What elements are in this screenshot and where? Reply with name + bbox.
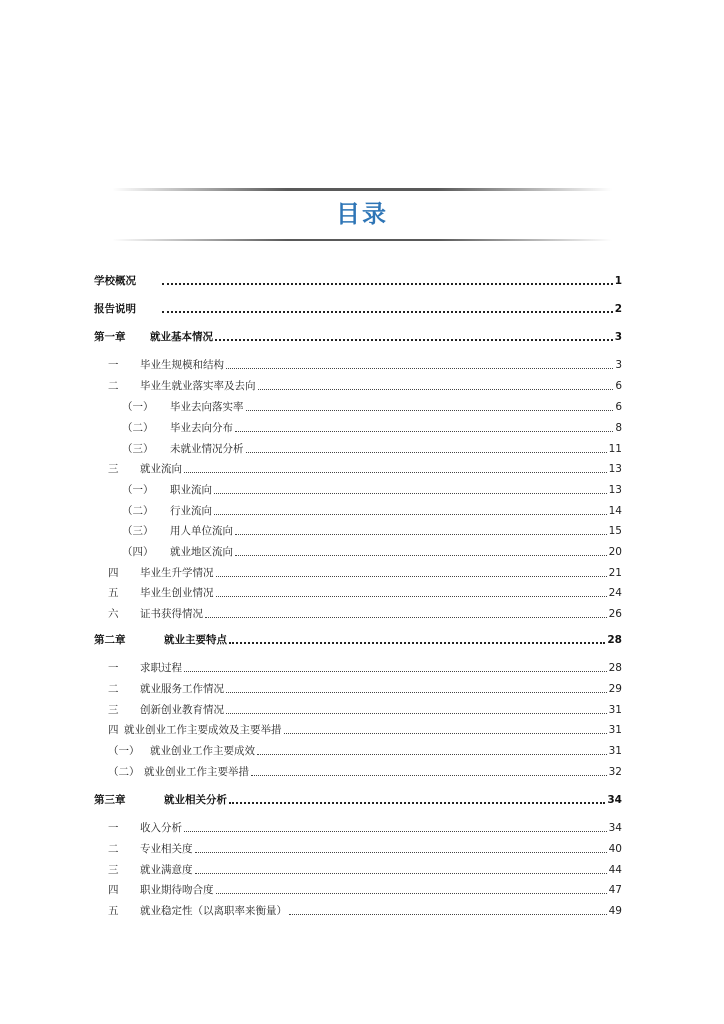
toc-page-number: 24 — [608, 587, 622, 599]
toc-subsection-number: （二） — [122, 422, 154, 434]
toc-section-number: 二 — [108, 843, 119, 855]
toc-section-entry[interactable] — [108, 680, 622, 696]
toc-subsection-entry[interactable] — [122, 543, 622, 559]
toc-page-number: 21 — [608, 567, 622, 579]
toc-subsection-number: （三） — [122, 443, 154, 455]
toc-leader — [235, 555, 607, 556]
toc-section-entry[interactable] — [108, 377, 622, 393]
toc-leader — [229, 642, 605, 644]
toc-entry-label: 证书获得情况 — [140, 608, 203, 620]
toc-section-entry[interactable] — [108, 819, 622, 835]
toc-page-number: 34 — [608, 822, 622, 834]
toc-page-number: 11 — [608, 443, 622, 455]
toc-section-number: 三 — [108, 864, 119, 876]
toc-page-number: 26 — [608, 608, 622, 620]
toc-page-number: 47 — [608, 884, 622, 896]
toc-entry-label: 毕业生就业落实率及去向 — [140, 380, 256, 392]
toc-chapter-entry[interactable] — [94, 328, 622, 344]
toc-subsection-number: （四） — [122, 546, 154, 558]
toc-entry-label: 就业满意度 — [140, 864, 193, 876]
toc-entry-label: 就业流向 — [140, 463, 182, 475]
toc-entry-label: 学校概况 — [94, 275, 136, 287]
toc-page-number: 31 — [608, 724, 622, 736]
toc-leader — [184, 472, 607, 473]
toc-section-number: 一 — [108, 359, 119, 371]
toc-leader — [215, 339, 613, 341]
toc-page-number: 3 — [614, 331, 622, 343]
toc-subsection-number: （一） — [122, 401, 154, 413]
toc-section-number: 六 — [108, 608, 119, 620]
toc-entry-label: 毕业生升学情况 — [140, 567, 214, 579]
toc-leader — [246, 452, 607, 453]
toc-page-number: 31 — [608, 745, 622, 757]
toc-leader — [226, 368, 613, 369]
toc-page-number: 6 — [615, 380, 622, 392]
toc-entry-label: 毕业生规模和结构 — [140, 359, 224, 371]
toc-entry-label: 毕业生创业情况 — [140, 587, 214, 599]
toc-section-number: 二 — [108, 380, 119, 392]
toc-page-number: 2 — [614, 303, 622, 315]
toc-subsection-number: （三） — [122, 525, 154, 537]
toc-section-entry[interactable] — [108, 861, 622, 877]
toc-entry-label: 行业流向 — [170, 505, 212, 517]
toc-section-entry[interactable] — [108, 902, 622, 918]
toc-section-entry[interactable] — [108, 701, 622, 717]
title-top-rule — [112, 188, 612, 191]
toc-leader — [246, 410, 614, 411]
toc-chapter-number: 第三章 — [94, 794, 126, 806]
toc-subsection-entry[interactable] — [122, 502, 622, 518]
toc-entry[interactable] — [94, 272, 622, 288]
toc-leader — [216, 893, 607, 894]
toc-subsection-number: （一） — [108, 745, 140, 757]
toc-page-number: 13 — [608, 484, 622, 496]
toc-page-number: 14 — [608, 505, 622, 517]
toc-section-number: 四 — [108, 884, 119, 896]
toc-section-entry[interactable] — [108, 881, 622, 897]
toc-page-number: 49 — [608, 905, 622, 917]
toc-leader — [195, 852, 607, 853]
toc-entry-label: 创新创业教育情况 — [140, 704, 224, 716]
toc-section-entry[interactable] — [108, 721, 622, 737]
toc-page-number: 3 — [615, 359, 622, 371]
toc-section-entry[interactable] — [108, 840, 622, 856]
toc-leader — [289, 914, 607, 915]
toc-section-number: 一 — [108, 822, 119, 834]
toc-leader — [235, 534, 607, 535]
toc-section-entry[interactable] — [108, 564, 622, 580]
toc-entry-label: 就业创业工作主要成效及主要举措 — [124, 724, 282, 736]
toc-entry-label: 求职过程 — [140, 662, 182, 674]
toc-subsection-number: （二） — [108, 766, 140, 778]
toc-entry-label: 毕业去向分布 — [170, 422, 233, 434]
toc-section-number: 五 — [108, 905, 119, 917]
toc-section-number: 五 — [108, 587, 119, 599]
toc-leader — [162, 311, 613, 313]
toc-leader — [226, 692, 607, 693]
toc-leader — [214, 493, 607, 494]
toc-section-number: 四 — [108, 567, 119, 579]
toc-page-number: 32 — [608, 766, 622, 778]
toc-leader — [229, 802, 605, 804]
toc-page-number: 15 — [608, 525, 622, 537]
toc-leader — [216, 576, 607, 577]
toc-page-number: 8 — [615, 422, 622, 434]
toc-entry-label: 就业地区流向 — [170, 546, 233, 558]
toc-page-number: 20 — [608, 546, 622, 558]
toc-section-number: 三 — [108, 704, 119, 716]
toc-entry-label: 就业稳定性（以离职率来衡量） — [140, 905, 287, 917]
toc-entry-label: 用人单位流向 — [170, 525, 233, 537]
toc-entry-label: 未就业情况分析 — [170, 443, 244, 455]
toc-subsection-number: （一） — [122, 484, 154, 496]
toc-section-number: 一 — [108, 662, 119, 674]
toc-section-entry[interactable] — [108, 356, 622, 372]
toc-subsection-entry[interactable] — [108, 742, 622, 758]
toc-entry-label: 就业创业工作主要举措 — [144, 766, 249, 778]
toc-leader — [235, 431, 613, 432]
toc-subsection-entry[interactable] — [108, 763, 622, 779]
toc-entry-label: 就业创业工作主要成效 — [150, 745, 255, 757]
toc-page-number: 1 — [614, 275, 622, 287]
toc-leader — [214, 514, 607, 515]
toc-leader — [226, 713, 607, 714]
toc-page-number: 29 — [608, 683, 622, 695]
toc-chapter-entry[interactable] — [94, 791, 622, 807]
toc-entry-label: 收入分析 — [140, 822, 182, 834]
toc-entry-label: 毕业去向落实率 — [170, 401, 244, 413]
toc-page-number: 28 — [608, 662, 622, 674]
toc-entry-label: 就业服务工作情况 — [140, 683, 224, 695]
toc-subsection-entry[interactable] — [122, 440, 622, 456]
toc-section-entry[interactable] — [108, 584, 622, 600]
toc-page-number: 31 — [608, 704, 622, 716]
toc-page-number: 28 — [607, 634, 622, 646]
toc-entry[interactable] — [94, 300, 622, 316]
page-title: 目录 — [336, 200, 388, 228]
toc-leader — [205, 617, 607, 618]
toc-section-number: 二 — [108, 683, 119, 695]
toc-leader — [284, 733, 607, 734]
toc-entry-label: 就业主要特点 — [164, 634, 227, 646]
toc-section-number: 三 — [108, 463, 119, 475]
toc-subsection-entry[interactable] — [122, 398, 622, 414]
toc-subsection-number: （二） — [122, 505, 154, 517]
toc-page-number: 13 — [608, 463, 622, 475]
toc-subsection-entry[interactable] — [122, 419, 622, 435]
toc-leader — [251, 775, 607, 776]
toc-section-entry[interactable] — [108, 460, 622, 476]
toc-section-entry[interactable] — [108, 659, 622, 675]
toc-entry-label: 职业流向 — [170, 484, 212, 496]
toc-entry-label: 职业期待吻合度 — [140, 884, 214, 896]
toc-page-number: 44 — [608, 864, 622, 876]
toc-entry-label: 就业相关分析 — [164, 794, 227, 806]
toc-leader — [162, 283, 613, 285]
toc-leader — [257, 754, 607, 755]
toc-entry-label: 专业相关度 — [140, 843, 193, 855]
toc-entry-label: 报告说明 — [94, 303, 136, 315]
toc-leader — [184, 831, 607, 832]
toc-entry-label: 就业基本情况 — [150, 331, 213, 343]
toc-leader — [258, 389, 614, 390]
toc-leader — [184, 671, 607, 672]
toc-section-entry[interactable] — [108, 605, 622, 621]
toc-subsection-entry[interactable] — [122, 481, 622, 497]
title-bottom-rule — [112, 239, 612, 241]
toc-page-number: 6 — [615, 401, 622, 413]
toc-leader — [216, 596, 607, 597]
toc-page-number: 40 — [608, 843, 622, 855]
toc-page-number: 34 — [607, 794, 622, 806]
toc-chapter-number: 第二章 — [94, 634, 126, 646]
toc-subsection-entry[interactable] — [122, 522, 622, 538]
toc-leader — [195, 873, 607, 874]
toc-chapter-entry[interactable] — [94, 631, 622, 647]
toc-chapter-number: 第一章 — [94, 331, 126, 343]
toc-section-number: 四 — [108, 724, 119, 736]
